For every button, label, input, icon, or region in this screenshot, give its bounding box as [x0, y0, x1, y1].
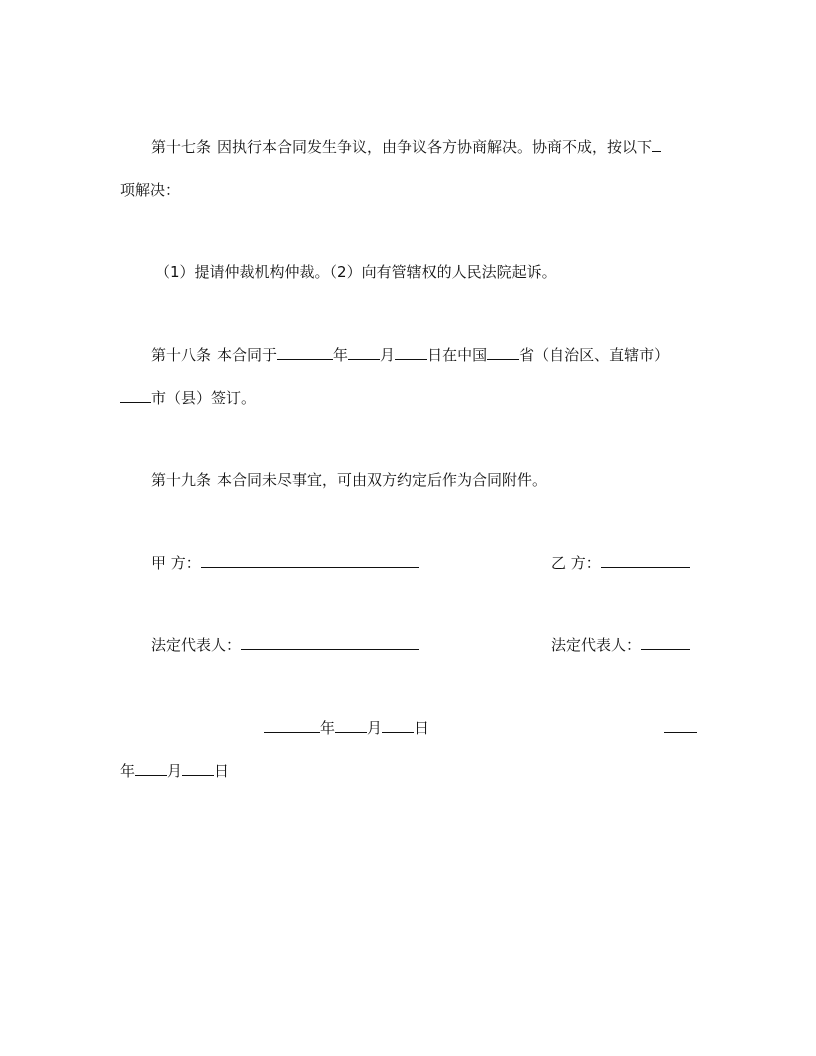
- rep-b-row: [551, 635, 690, 655]
- day-blank[interactable]: [395, 345, 427, 360]
- article-19: [151, 470, 547, 490]
- date-a-year-blank[interactable]: [264, 718, 320, 733]
- article-17-text: 因执行本合同发生争议，由争议各方协商解决。协商不成，按以下: [217, 138, 653, 156]
- date-a-month: 月: [367, 719, 383, 737]
- date-a-month-blank[interactable]: [335, 718, 367, 733]
- rep-a-label: 法定代表人：: [151, 636, 242, 654]
- date-b-month-blank[interactable]: [135, 761, 167, 776]
- article-18-text-1: 本合同于: [217, 346, 278, 364]
- party-a-field[interactable]: [201, 553, 419, 568]
- date-b-day-blank[interactable]: [182, 761, 214, 776]
- dispute-options: [155, 262, 557, 282]
- article-18-text-3: 省（自治区、直辖市）: [519, 346, 670, 364]
- date-b-day: 日: [214, 762, 230, 780]
- article-18-year: 年: [333, 346, 349, 364]
- article-17-label: 第十七条: [151, 138, 212, 156]
- dispute-options-text: （1）提请仲裁机构仲裁。（2）向有管辖权的人民法院起诉。: [155, 263, 557, 281]
- rep-a-field[interactable]: [241, 635, 419, 650]
- date-a-day-blank[interactable]: [382, 718, 414, 733]
- article-17-text-cont: 项解决：: [120, 181, 181, 199]
- party-a-row: [151, 553, 419, 573]
- city-blank[interactable]: [120, 388, 151, 403]
- date-a-year: 年: [320, 719, 336, 737]
- blank-field[interactable]: [652, 137, 661, 152]
- article-18-text-4: 市（县）签订。: [151, 389, 257, 407]
- date-b-year-row: [664, 718, 697, 738]
- article-18-month: 月: [380, 346, 396, 364]
- article-19-label: 第十九条: [151, 471, 212, 489]
- article-18-line-1: [151, 345, 669, 365]
- party-b-label: 乙 方：: [551, 554, 601, 572]
- party-b-row: [551, 553, 690, 573]
- rep-b-label: 法定代表人：: [551, 636, 642, 654]
- article-18-label: 第十八条: [151, 346, 212, 364]
- article-17-line-1: [151, 137, 661, 157]
- province-blank[interactable]: [487, 345, 519, 360]
- party-b-field[interactable]: [601, 553, 690, 568]
- date-a-row: [264, 718, 429, 738]
- date-b-row: [120, 761, 229, 781]
- date-b-month: 月: [167, 762, 183, 780]
- year-blank[interactable]: [277, 345, 333, 360]
- article-18-line-2: [120, 388, 256, 408]
- party-a-label: 甲 方：: [151, 554, 201, 572]
- date-b-year: 年: [120, 762, 136, 780]
- date-a-day: 日: [414, 719, 430, 737]
- rep-b-field[interactable]: [641, 635, 690, 650]
- article-19-text: 本合同未尽事宜，可由双方约定后作为合同附件。: [217, 471, 548, 489]
- article-18-text-2: 日在中国: [427, 346, 488, 364]
- rep-a-row: [151, 635, 419, 655]
- date-b-year-blank[interactable]: [664, 718, 697, 733]
- month-blank[interactable]: [348, 345, 380, 360]
- article-17-line-2: [120, 180, 180, 200]
